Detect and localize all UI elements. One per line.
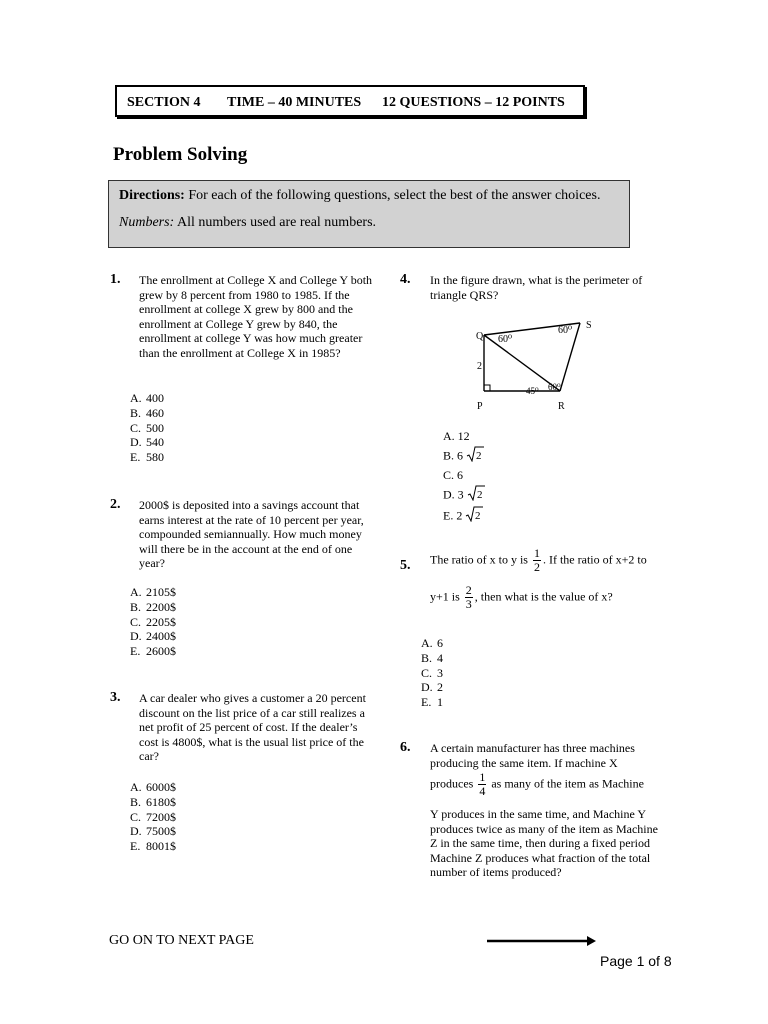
arrow-right-icon (487, 935, 597, 947)
question-6-line-2: produces $\frac{1}{4}$ as many of the item as Machine (430, 770, 644, 798)
choice[interactable]: D. 7500$ (130, 824, 176, 839)
question-6-number: 6. (400, 740, 411, 755)
right-angle-marker (484, 385, 490, 391)
fraction-one-quarter: $\frac{1}{4}$ (479, 770, 486, 798)
question-3-choices (130, 780, 176, 854)
question-1-number: 1. (110, 272, 121, 287)
angle-r-left-label: 45⁰ (526, 386, 539, 396)
page-number: Page 1 of 8 (600, 953, 672, 969)
question-1-choices (130, 391, 164, 465)
question-5-number: 5. (400, 558, 411, 573)
vertex-s-label: S (586, 320, 592, 331)
choice[interactable]: A. 2105$ (130, 585, 176, 599)
choice[interactable]: B. 6180$ (130, 794, 176, 809)
choice[interactable]: B. 2200$ (130, 599, 176, 614)
choice[interactable]: B. 6 2 (443, 446, 485, 468)
question-5-line-2: y+1 is $\frac{2}{3}$ , then what is the value of x? (430, 583, 613, 611)
numbers-line (119, 215, 376, 231)
question-5-choices (421, 636, 443, 710)
question-2-text: 2000$ is deposited into a savings account that earns interest at the rate of 10 percent per year, compounded semiannually. How much money will there be in the account at the end of one year? (139, 498, 364, 571)
directions-box (108, 180, 630, 248)
question-6-text-d: Y produces in the same time, and Machine Y produces twice as many of the item as Machine Z in the same time, then during a fixed period Machine Z produces what fraction of the total number of items produced? (430, 807, 658, 880)
vertex-r-label: R (558, 401, 565, 412)
choice[interactable]: C. 2205$ (130, 614, 176, 629)
choice[interactable]: A. 6 (421, 636, 443, 650)
question-6-text-a: A certain manufacturer has three machines producing the same item. If machine X (430, 741, 635, 770)
numbers-label: Numbers: (119, 215, 175, 230)
questions-label: 12 QUESTIONS – 12 POINTS (382, 95, 565, 110)
question-4-text: In the figure drawn, what is the perimeter of triangle QRS? (430, 273, 643, 302)
question-1-text: The enrollment at College X and College Y both grew by 8 percent from 1980 to 1985. If the enrollment at college X grew by 800 and the enrollment at College Y grew by 840, the enrollment at college Y was how much greater than the enrollment at College X in 1985? (139, 273, 373, 360)
choice[interactable]: D. 2400$ (130, 629, 176, 644)
choice[interactable]: E. 1 (421, 695, 443, 710)
svg-text:2: 2 (475, 510, 481, 522)
question-4-number: 4. (400, 272, 411, 287)
choice[interactable]: E. 580 (130, 450, 164, 465)
choice[interactable]: E. 8001$ (130, 839, 176, 854)
choice[interactable]: C. 6 (443, 468, 464, 482)
time-label: TIME – 40 MINUTES (227, 95, 362, 110)
svg-text:2: 2 (476, 488, 483, 501)
sqrt-icon (466, 446, 484, 468)
question-2-choices (130, 585, 176, 659)
section-label: SECTION 4 (127, 95, 201, 110)
choice[interactable]: A. 12 (443, 429, 470, 443)
choice[interactable]: E. 2600$ (130, 644, 176, 659)
choice[interactable]: D. 540 (130, 435, 164, 450)
choice[interactable]: C. 500 (130, 420, 164, 435)
sqrt-icon (467, 485, 485, 507)
choice[interactable]: E. 2 2 (443, 506, 485, 528)
question-4-choices (443, 428, 485, 528)
question-2-number: 2. (110, 497, 121, 512)
choice[interactable]: A. 400 (130, 391, 164, 405)
choice[interactable]: B. 460 (130, 405, 164, 420)
angle-r-right-label: 60⁰ (548, 382, 561, 392)
go-on-label: GO ON TO NEXT PAGE (109, 933, 254, 948)
angle-s-label: 60⁰ (558, 325, 573, 336)
directions-line (119, 188, 600, 204)
fraction-two-thirds: $\frac{2}{3}$ (465, 583, 472, 611)
vertex-p-label: P (477, 401, 483, 412)
numbers-text: All numbers used are real numbers. (176, 215, 377, 230)
choice[interactable]: D. 2 (421, 680, 443, 695)
choice[interactable]: A. 6000$ (130, 780, 176, 794)
sqrt-icon (465, 506, 483, 528)
directions-label: Directions: (119, 188, 185, 203)
question-3-text: A car dealer who gives a customer a 20 percent discount on the list price of a car still realizes a net profit of 25 percent of cost. If the dealer’s cost is 4800$, what is the usual list price of the car? (139, 691, 366, 764)
question-5-line-1: The ratio of x to y is $\frac{1}{2}$ . If the ratio of x+2 to (430, 546, 647, 574)
section-header-box (115, 85, 585, 117)
choice[interactable]: D. 3 2 (443, 485, 485, 507)
vertex-q-label: Q (476, 331, 484, 342)
directions-text: For each of the following questions, select the best of the answer choices. (188, 188, 601, 203)
angle-q-label: 60⁰ (498, 334, 513, 345)
choice[interactable]: C. 7200$ (130, 809, 176, 824)
side-qp-label: 2 (477, 361, 482, 372)
choice[interactable]: C. 3 (421, 665, 443, 680)
triangle-figure (470, 312, 600, 412)
choice[interactable]: B. 4 (421, 650, 443, 665)
question-3-number: 3. (110, 690, 121, 705)
page-title: Problem Solving (113, 144, 248, 165)
fraction-one-half: $\frac{1}{2}$ (533, 546, 540, 574)
svg-text:2: 2 (476, 449, 482, 462)
